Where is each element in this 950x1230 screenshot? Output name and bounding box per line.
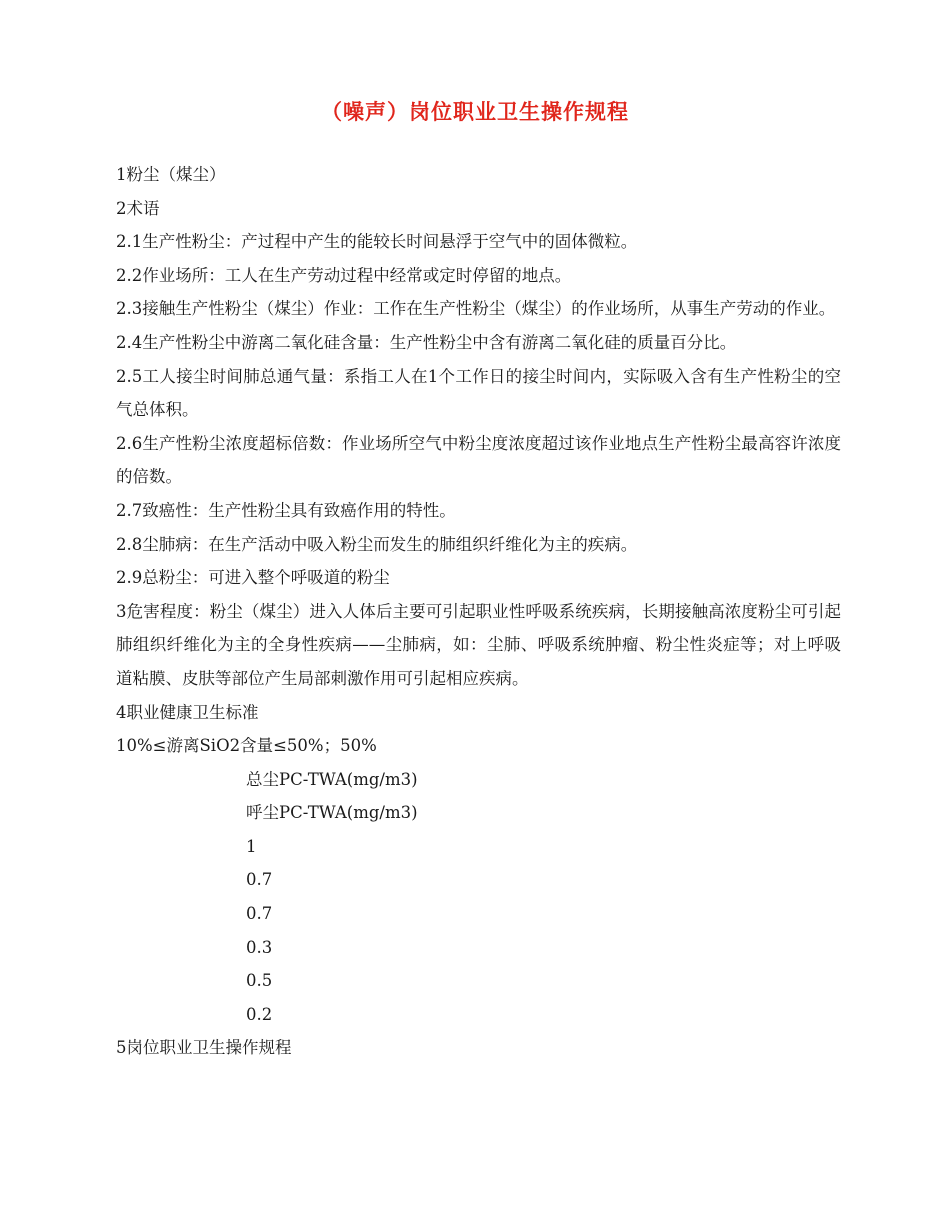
paragraph: 2.6生产性粉尘浓度超标倍数：作业场所空气中粉尘度浓度超过该作业地点生产性粉尘最高容许浓度的倍数。 [116,433,841,487]
table-line: 1 [246,836,257,856]
paragraph: 2术语 [116,198,160,218]
paragraph: 4职业健康卫生标准 [116,702,259,722]
table-line: 呼尘PC-TWA(mg/m3) [246,803,418,823]
paragraph: 2.2作业场所：工人在生产劳动过程中经常或定时停留的地点。 [116,265,572,285]
table-line: 0.7 [246,904,273,924]
table-line: 0.7 [246,870,273,890]
paragraph: 2.5工人接尘时间肺总通气量：系指工人在1个工作日的接尘时间内，实际吸入含有生产性粉尘的空气总体积。 [116,366,841,420]
table-line: 0.2 [246,1004,273,1024]
paragraph: 2.8尘肺病：在生产活动中吸入粉尘而发生的肺组织纤维化为主的疾病。 [116,534,638,554]
document-body [116,158,841,1065]
paragraph: 2.1生产性粉尘：产过程中产生的能较长时间悬浮于空气中的固体微粒。 [116,232,638,252]
section-heading: 5岗位职业卫生操作规程 [116,1038,292,1058]
paragraph: 1粉尘（煤尘） [116,165,226,184]
table-line: 总尘PC-TWA(mg/m3) [246,769,418,789]
paragraph: 10%≤游离SiO2含量≤50%；50% [116,736,377,756]
table-line: 0.5 [246,971,273,991]
paragraph: 2.3接触生产性粉尘（煤尘）作业：工作在生产性粉尘（煤尘）的作业场所，从事生产劳动的作业。 [116,299,836,319]
paragraph: 3危害程度：粉尘（煤尘）进入人体后主要可引起职业性呼吸系统疾病，长期接触高浓度粉尘可引起肺组织纤维化为主的全身性疾病——尘肺病，如：尘肺、呼吸系统肿瘤、粉尘性炎症等；对上呼吸道粘膜、皮肤等部位产生局部刺激作用可引起相应疾病。 [116,601,841,688]
paragraph: 2.9总粉尘：可进入整个呼吸道的粉尘 [116,568,390,588]
standard-table-block [116,763,841,1032]
paragraph: 2.7致癌性：生产性粉尘具有致癌作用的特性。 [116,500,456,520]
paragraph: 2.4生产性粉尘中游离二氧化硅含量：生产性粉尘中含有游离二氧化硅的质量百分比。 [116,332,737,352]
table-line: 0.3 [246,937,273,957]
document-title: （噪声）岗位职业卫生操作规程 [321,100,629,124]
